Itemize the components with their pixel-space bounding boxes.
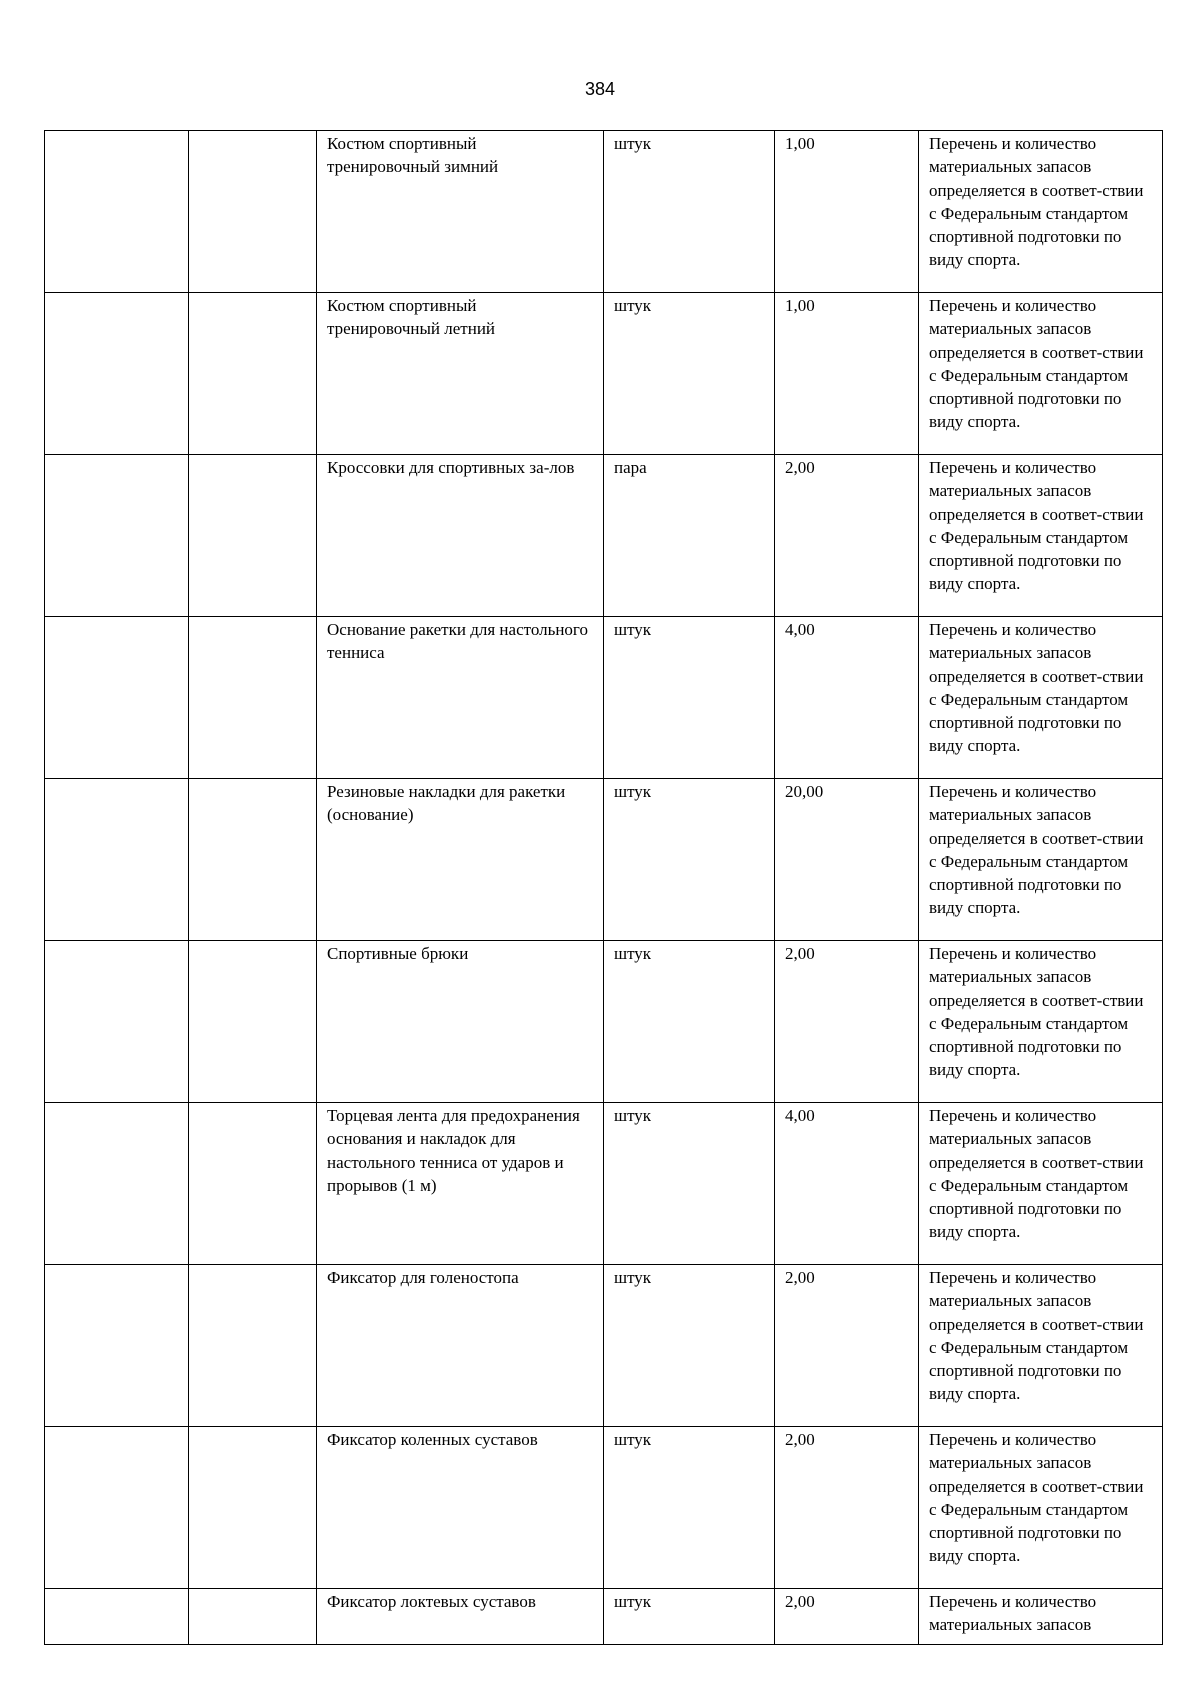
table-row	[45, 1589, 1163, 1645]
item-name-cell: Резиновые накладки для ракетки (основание)	[317, 779, 604, 941]
item-name-cell: Основание ракетки для настольного тенниса	[317, 617, 604, 779]
note-cell: Перечень и количество материальных запасов определяется в соответ-ствии с Федеральным стандартом спортивной подготовки по виду спорта.	[919, 1265, 1163, 1427]
quantity-cell: 1,00	[775, 131, 919, 293]
quantity-cell: 4,00	[775, 617, 919, 779]
empty-cell	[45, 1427, 189, 1589]
page-number: 384	[584, 79, 616, 99]
quantity-cell: 2,00	[775, 941, 919, 1103]
note-cell: Перечень и количество материальных запасов	[919, 1589, 1163, 1645]
unit-cell: штук	[604, 131, 775, 293]
table-row	[45, 779, 1163, 941]
note-cell: Перечень и количество материальных запасов определяется в соответ-ствии с Федеральным стандартом спортивной подготовки по виду спорта.	[919, 779, 1163, 941]
table-row	[45, 131, 1163, 293]
item-name-cell: Фиксатор коленных суставов	[317, 1427, 604, 1589]
unit-cell: штук	[604, 941, 775, 1103]
empty-cell	[45, 131, 189, 293]
empty-cell	[189, 779, 317, 941]
table-row	[45, 1265, 1163, 1427]
item-name-cell: Костюм спортивный тренировочный зимний	[317, 131, 604, 293]
item-name-cell: Спортивные брюки	[317, 941, 604, 1103]
note-cell: Перечень и количество материальных запасов определяется в соответ-ствии с Федеральным стандартом спортивной подготовки по виду спорта.	[919, 1103, 1163, 1265]
empty-cell	[189, 1103, 317, 1265]
empty-cell	[45, 1265, 189, 1427]
note-cell: Перечень и количество материальных запасов определяется в соответ-ствии с Федеральным стандартом спортивной подготовки по виду спорта.	[919, 617, 1163, 779]
unit-cell: штук	[604, 1427, 775, 1589]
empty-cell	[45, 779, 189, 941]
table-row	[45, 455, 1163, 617]
unit-cell: пара	[604, 455, 775, 617]
item-name-cell: Торцевая лента для предохранения основания и накладок для настольного тенниса от ударов и прорывов (1 м)	[317, 1103, 604, 1265]
empty-cell	[189, 941, 317, 1103]
table-row	[45, 293, 1163, 455]
item-name-cell: Фиксатор для голеностопа	[317, 1265, 604, 1427]
unit-cell: штук	[604, 617, 775, 779]
empty-cell	[45, 941, 189, 1103]
empty-cell	[45, 455, 189, 617]
note-cell: Перечень и количество материальных запасов определяется в соответ-ствии с Федеральным стандартом спортивной подготовки по виду спорта.	[919, 293, 1163, 455]
quantity-cell: 2,00	[775, 1427, 919, 1589]
empty-cell	[189, 1427, 317, 1589]
quantity-cell: 2,00	[775, 455, 919, 617]
quantity-cell: 20,00	[775, 779, 919, 941]
unit-cell: штук	[604, 1589, 775, 1645]
note-cell: Перечень и количество материальных запасов определяется в соответ-ствии с Федеральным стандартом спортивной подготовки по виду спорта.	[919, 455, 1163, 617]
empty-cell	[189, 131, 317, 293]
note-cell: Перечень и количество материальных запасов определяется в соответ-ствии с Федеральным стандартом спортивной подготовки по виду спорта.	[919, 1427, 1163, 1589]
unit-cell: штук	[604, 779, 775, 941]
empty-cell	[189, 455, 317, 617]
unit-cell: штук	[604, 1265, 775, 1427]
table-row	[45, 941, 1163, 1103]
item-name-cell: Фиксатор локтевых суставов	[317, 1589, 604, 1645]
note-cell: Перечень и количество материальных запасов определяется в соответ-ствии с Федеральным стандартом спортивной подготовки по виду спорта.	[919, 131, 1163, 293]
note-cell: Перечень и количество материальных запасов определяется в соответ-ствии с Федеральным стандартом спортивной подготовки по виду спорта.	[919, 941, 1163, 1103]
unit-cell: штук	[604, 293, 775, 455]
quantity-cell: 4,00	[775, 1103, 919, 1265]
empty-cell	[45, 1589, 189, 1645]
empty-cell	[189, 617, 317, 779]
quantity-cell: 1,00	[775, 293, 919, 455]
item-name-cell: Кроссовки для спортивных за-лов	[317, 455, 604, 617]
quantity-cell: 2,00	[775, 1589, 919, 1645]
empty-cell	[45, 617, 189, 779]
unit-cell: штук	[604, 1103, 775, 1265]
quantity-cell: 2,00	[775, 1265, 919, 1427]
materials-table	[44, 130, 1163, 1645]
table-row	[45, 617, 1163, 779]
table-row	[45, 1427, 1163, 1589]
table-row	[45, 1103, 1163, 1265]
empty-cell	[189, 1589, 317, 1645]
empty-cell	[189, 1265, 317, 1427]
empty-cell	[189, 293, 317, 455]
item-name-cell: Костюм спортивный тренировочный летний	[317, 293, 604, 455]
empty-cell	[45, 1103, 189, 1265]
empty-cell	[45, 293, 189, 455]
